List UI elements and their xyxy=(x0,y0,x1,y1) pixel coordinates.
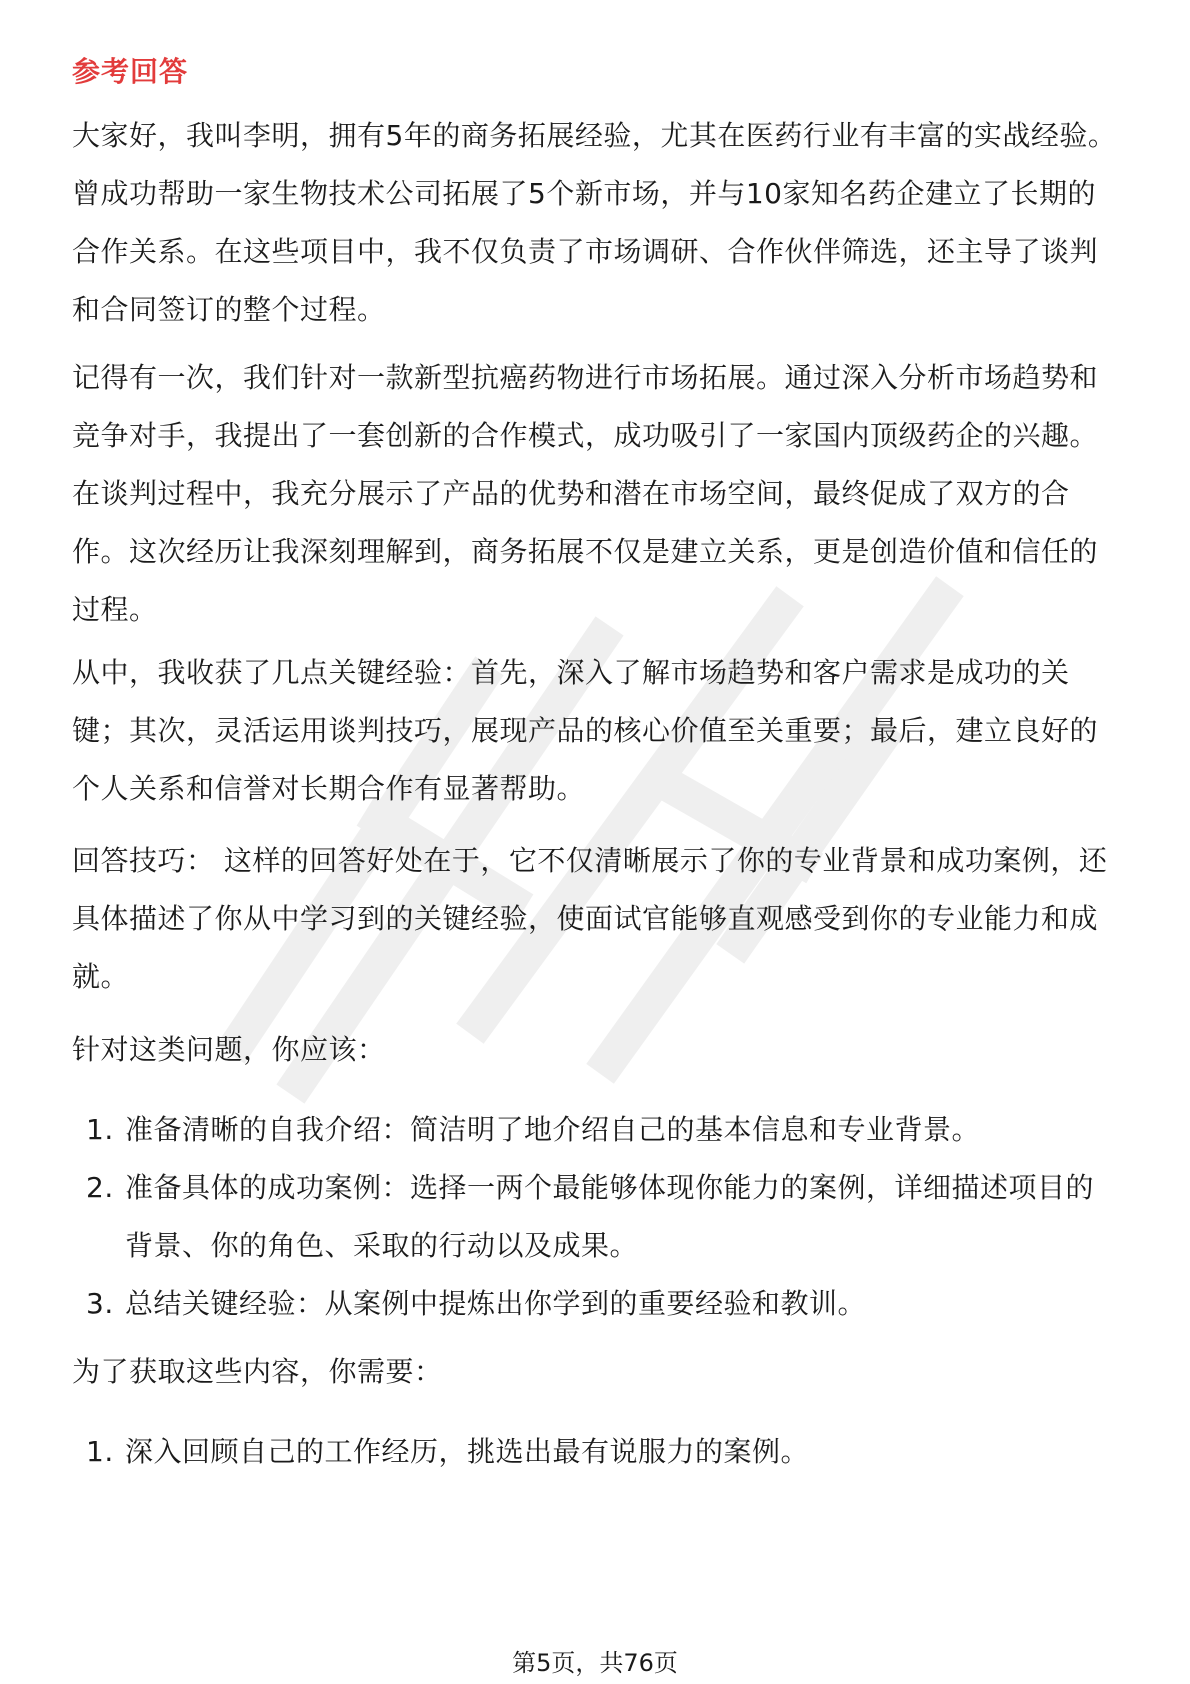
paragraph-tips: 回答技巧： 这样的回答好处在于，它不仅清晰展示了你的专业背景和成功案例，还具体描述了你从中学习到的关键经验，使面试官能够直观感受到你的专业能力和成就。 xyxy=(72,844,1108,993)
paragraph-should: 针对这类问题，你应该： xyxy=(72,1033,386,1066)
list-item-number: 1. xyxy=(86,1435,114,1468)
list-need xyxy=(72,1423,1122,1481)
list-item xyxy=(72,1101,1122,1159)
list-item-text: 总结关键经验：从案例中提炼出你学到的重要经验和教训。 xyxy=(125,1287,867,1320)
page-footer: 第5页，共76页 xyxy=(512,1649,678,1677)
list-item-number: 3. xyxy=(86,1287,114,1320)
list-item-text: 深入回顾自己的工作经历，挑选出最有说服力的案例。 xyxy=(125,1435,810,1468)
list-item-number: 2. xyxy=(86,1171,114,1204)
paragraph-story: 记得有一次，我们针对一款新型抗癌药物进行市场拓展。通过深入分析市场趋势和竞争对手，我提出了一套创新的合作模式，成功吸引了一家国内顶级药企的兴趣。在谈判过程中，我充分展示了产品的优势和潜在市场空间，最终促成了双方的合作。这次经历让我深刻理解到，商务拓展不仅是建立关系，更是创造价值和信任的过程。 xyxy=(72,361,1099,626)
list-item-text: 准备清晰的自我介绍：简洁明了地介绍自己的基本信息和专业背景。 xyxy=(125,1113,981,1146)
list-item xyxy=(72,1423,1122,1481)
list-item xyxy=(72,1159,1122,1275)
section-title: 参考回答 xyxy=(72,55,189,88)
paragraph-need: 为了获取这些内容，你需要： xyxy=(72,1355,443,1388)
list-should xyxy=(72,1101,1122,1333)
paragraph-lessons: 从中，我收获了几点关键经验：首先，深入了解市场趋势和客户需求是成功的关键；其次，灵活运用谈判技巧，展现产品的核心价值至关重要；最后，建立良好的个人关系和信誉对长期合作有显著帮助。 xyxy=(72,656,1099,805)
list-item xyxy=(72,1275,1122,1333)
list-item-text: 准备具体的成功案例：选择一两个最能够体现你能力的案例，详细描述项目的背景、你的角色、采取的行动以及成果。 xyxy=(125,1171,1095,1262)
paragraph-intro: 大家好，我叫李明，拥有5年的商务拓展经验，尤其在医药行业有丰富的实战经验。曾成功帮助一家生物技术公司拓展了5个新市场，并与10家知名药企建立了长期的合作关系。在这些项目中，我不仅负责了市场调研、合作伙伴筛选，还主导了谈判和合同签订的整个过程。 xyxy=(72,119,1117,326)
list-item-number: 1. xyxy=(86,1113,114,1146)
